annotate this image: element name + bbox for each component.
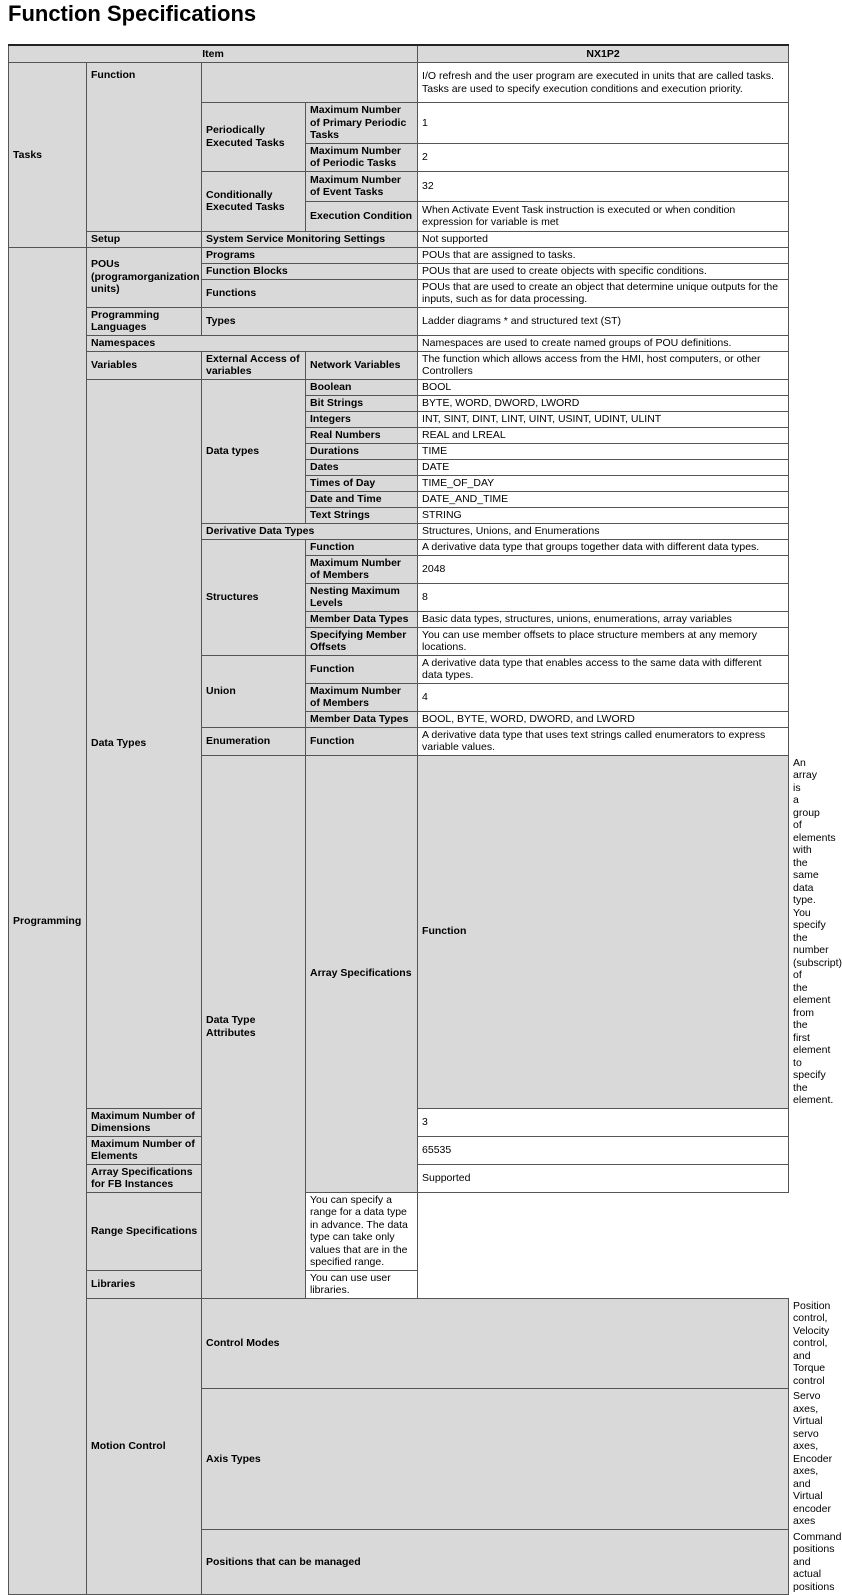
max-event-value: 32 <box>418 171 789 201</box>
structures-member-types-label: Member Data Types <box>306 611 418 627</box>
function-blocks-label: Function Blocks <box>202 263 418 279</box>
network-variables-label: Network Variables <box>306 351 418 379</box>
union-max-members-label: Maximum Number of Members <box>306 683 418 711</box>
basic-type-value: BOOL <box>418 379 789 395</box>
basic-type-label: Date and Time <box>306 491 418 507</box>
tasks-function-value: I/O refresh and the user program are executed in units that are called tasks. Tasks are used to specify execution conditions and execution priority. <box>418 63 789 103</box>
basic-type-value: DATE <box>418 459 789 475</box>
nesting-levels-value: 8 <box>418 583 789 611</box>
table-row <box>9 307 789 335</box>
namespaces-label: Namespaces <box>87 335 418 351</box>
language-types-value: Ladder diagrams * and structured text (ST) <box>418 307 789 335</box>
basic-type-value: INT, SINT, DINT, LINT, UINT, USINT, UDINT, ULINT <box>418 411 789 427</box>
union-member-types-label: Member Data Types <box>306 711 418 727</box>
table-header-row <box>9 45 789 63</box>
basic-type-value: STRING <box>418 507 789 523</box>
basic-type-label: Dates <box>306 459 418 475</box>
max-primary-periodic-label: Maximum Number of Primary Periodic Tasks <box>306 103 418 144</box>
basic-type-label: Boolean <box>306 379 418 395</box>
max-primary-periodic-value: 1 <box>418 103 789 144</box>
function-blocks-value: POUs that are used to create objects with specific conditions. <box>418 263 789 279</box>
variables-label: Variables <box>87 351 202 379</box>
union-member-types-value: BOOL, BYTE, WORD, DWORD, and LWORD <box>418 711 789 727</box>
tasks-function-label: Function <box>87 63 202 232</box>
basic-type-label: Times of Day <box>306 475 418 491</box>
setup-value: Not supported <box>418 231 789 247</box>
basic-type-label: Real Numbers <box>306 427 418 443</box>
table-row <box>9 1192 789 1270</box>
union-max-members-value: 4 <box>418 683 789 711</box>
periodic-tasks-label: Periodically Executed Tasks <box>202 103 306 172</box>
setup-sub-label: System Service Monitoring Settings <box>202 231 418 247</box>
range-specifications-label: Range Specifications <box>87 1192 306 1270</box>
enumeration-function-label: Function <box>306 727 418 755</box>
table-row <box>9 335 789 351</box>
derivative-types-value: Structures, Unions, and Enumerations <box>418 523 789 539</box>
header-item: Item <box>9 45 418 63</box>
derivative-types-label: Derivative Data Types <box>202 523 418 539</box>
max-dimensions-label: Maximum Number of Dimensions <box>87 1108 202 1136</box>
functions-label: Functions <box>202 279 418 307</box>
programs-value: POUs that are assigned to tasks. <box>418 247 789 263</box>
execution-condition-label: Execution Condition <box>306 201 418 231</box>
basic-data-types-label: Data types <box>202 379 306 523</box>
data-type-attributes-label: Data Type Attributes <box>202 755 306 1298</box>
structures-label: Structures <box>202 539 306 655</box>
member-offsets-label: Specifying Member Offsets <box>306 627 418 655</box>
axis-types-label: Axis Types <box>202 1389 789 1530</box>
structures-function-label: Function <box>306 539 418 555</box>
basic-type-value: TIME <box>418 443 789 459</box>
tasks-group-label: Tasks <box>9 63 87 248</box>
programs-label: Programs <box>202 247 418 263</box>
basic-type-label: Bit Strings <box>306 395 418 411</box>
table-row <box>9 63 789 103</box>
structures-max-members-value: 2048 <box>418 555 789 583</box>
union-function-label: Function <box>306 655 418 683</box>
structures-max-members-label: Maximum Number of Members <box>306 555 418 583</box>
language-types-label: Types <box>202 307 418 335</box>
table-row: Axis Types Servo axes, Virtual servo axes, Encoder axes, and Virtual encoder axes <box>9 1389 789 1530</box>
positions-managed-label: Positions that can be managed <box>202 1529 789 1595</box>
pous-label: POUs (programorganization units) <box>87 247 202 307</box>
network-variables-value: The function which allows access from the HMI, host computers, or other Controllers <box>418 351 789 379</box>
programming-group-label: Programming <box>9 247 87 1595</box>
libraries-value: You can use user libraries. <box>306 1270 418 1298</box>
basic-type-value: DATE_AND_TIME <box>418 491 789 507</box>
max-periodic-label: Maximum Number of Periodic Tasks <box>306 143 418 171</box>
array-specifications-label: Array Specifications <box>306 755 418 1192</box>
table-row: Data Type Attributes Array Specifications Function An array is a group of elements with the same data type. You specify the number (subscript) of the element from the first element to specify the element. <box>9 755 789 1108</box>
motion-control-label: Motion Control <box>87 1298 202 1595</box>
table-row <box>9 1270 789 1298</box>
union-function-value: A derivative data type that enables access to the same data with different data types. <box>418 655 789 683</box>
basic-type-label: Durations <box>306 443 418 459</box>
max-event-label: Maximum Number of Event Tasks <box>306 171 418 201</box>
conditional-tasks-label: Conditionally Executed Tasks <box>202 171 306 231</box>
functions-value: POUs that are used to create an object that determine unique outputs for the inputs, such as for data processing. <box>418 279 789 307</box>
execution-condition-value: When Activate Event Task instruction is executed or when condition expression for variable is met <box>418 201 789 231</box>
tasks-function-spacer <box>202 63 418 103</box>
namespaces-value: Namespaces are used to create named groups of POU definitions. <box>418 335 789 351</box>
page-title: Function Specifications <box>8 1 257 26</box>
table-row: Motion Control Control Modes Position control, Velocity control, and Torque control <box>9 1298 789 1389</box>
nesting-levels-label: Nesting Maximum Levels <box>306 583 418 611</box>
max-elements-label: Maximum Number of Elements <box>87 1136 202 1164</box>
control-modes-label: Control Modes <box>202 1298 789 1389</box>
union-label: Union <box>202 655 306 727</box>
table-row <box>9 351 789 379</box>
max-elements-value: 65535 <box>418 1136 789 1164</box>
fb-instances-label: Array Specifications for FB Instances <box>87 1164 202 1192</box>
max-periodic-value: 2 <box>418 143 789 171</box>
array-function-label: Function <box>418 755 789 1108</box>
enumeration-label: Enumeration <box>202 727 306 755</box>
table-row <box>9 379 789 395</box>
basic-type-value: TIME_OF_DAY <box>418 475 789 491</box>
programming-languages-label: Programming Languages <box>87 307 202 335</box>
fb-instances-value: Supported <box>418 1164 789 1192</box>
header-model: NX1P2 <box>418 45 789 63</box>
max-dimensions-value: 3 <box>418 1108 789 1136</box>
structures-member-types-value: Basic data types, structures, unions, enumerations, array variables <box>418 611 789 627</box>
external-access-label: External Access of variables <box>202 351 306 379</box>
libraries-label: Libraries <box>87 1270 306 1298</box>
range-specifications-value: You can specify a range for a data type in advance. The data type can take only values that are in the specified range. <box>306 1192 418 1270</box>
basic-type-label: Text Strings <box>306 507 418 523</box>
function-specifications-table <box>8 44 842 1595</box>
structures-function-value: A derivative data type that groups together data with different data types. <box>418 539 789 555</box>
basic-type-value: BYTE, WORD, DWORD, LWORD <box>418 395 789 411</box>
table-row <box>9 247 789 263</box>
basic-type-value: REAL and LREAL <box>418 427 789 443</box>
enumeration-function-value: A derivative data type that uses text strings called enumerators to express variable values. <box>418 727 789 755</box>
data-types-label: Data Types <box>87 379 202 1108</box>
basic-type-label: Integers <box>306 411 418 427</box>
table-row: Positions that can be managed Command positions and actual positions <box>9 1529 789 1595</box>
table-row <box>9 231 789 247</box>
member-offsets-value: You can use member offsets to place structure members at any memory locations. <box>418 627 789 655</box>
setup-label: Setup <box>87 231 202 247</box>
